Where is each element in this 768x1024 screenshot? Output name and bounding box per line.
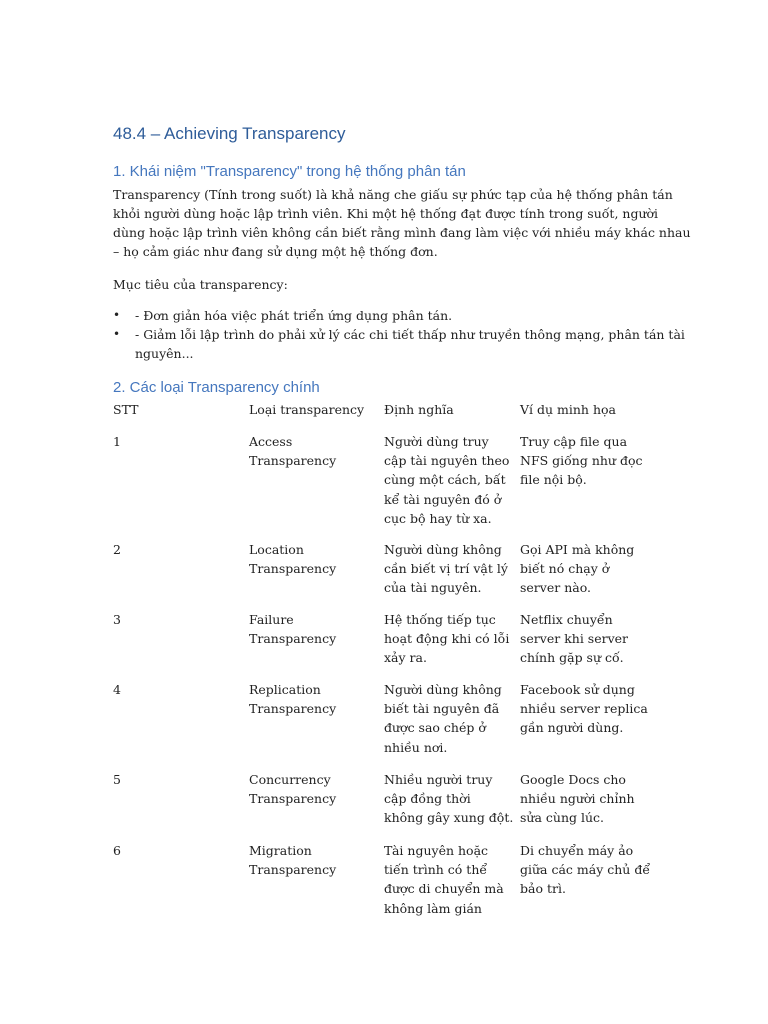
paragraph-line: Transparency (Tính trong suốt) là khả năng che giấu sự phức tạp của hệ thống phân tán (113, 187, 673, 202)
cell-example (520, 540, 634, 598)
goals-list (113, 306, 685, 363)
list-item-text: nguyên... (135, 346, 194, 361)
list-item (113, 325, 685, 363)
cell-type-line: Transparency (249, 701, 337, 717)
cell-example-line: Facebook sử dụng (520, 682, 635, 697)
cell-definition-line: nhiều nơi. (384, 739, 448, 755)
cell-definition-line: không làm gián (384, 900, 482, 916)
cell-example-line: server khi server (520, 631, 629, 647)
header-definition: Định nghĩa (384, 402, 454, 417)
cell-type-line: Migration (249, 843, 312, 858)
cell-definition-line: Người dùng không (384, 542, 502, 557)
cell-stt: 4 (113, 682, 121, 697)
list-item-text: - Đơn giản hóa việc phát triển ứng dụng phân tán. (135, 308, 453, 323)
paragraph-line: khỏi người dùng hoặc lập trình viên. Khi một hệ thống đạt được tính trong suốt, người (113, 206, 659, 221)
cell-definition (384, 770, 513, 828)
cell-example-line: bảo trì. (520, 881, 566, 897)
goals-intro (113, 275, 658, 294)
cell-type (249, 680, 336, 718)
cell-stt: 5 (113, 772, 121, 787)
cell-stt: 3 (113, 612, 121, 627)
header-type: Loại transparency (249, 402, 365, 417)
bullet-icon: • (113, 308, 121, 322)
cell-stt: 1 (113, 434, 121, 449)
cell-definition (384, 540, 508, 598)
cell-definition-line: của tài nguyên. (384, 580, 482, 596)
cell-definition-line: Hệ thống tiếp tục (384, 612, 496, 627)
cell-example-line: Google Docs cho (520, 772, 626, 787)
cell-type (249, 770, 336, 808)
cell-example-line: chính gặp sự cố. (520, 650, 624, 666)
cell-example-line: NFS giống như đọc (520, 453, 643, 469)
cell-definition-line: được sao chép ở (384, 720, 486, 736)
cell-example-line: nhiều người chỉnh (520, 791, 635, 807)
cell-definition (384, 841, 504, 918)
cell-stt: 6 (113, 843, 121, 858)
cell-example-line: giữa các máy chủ để (520, 862, 651, 878)
cell-example (520, 610, 628, 668)
cell-type-line: Replication (249, 682, 321, 697)
cell-definition-line: Tài nguyên hoặc (384, 843, 489, 858)
cell-definition-line: cùng một cách, bất (384, 472, 506, 488)
cell-definition-line: cập đồng thời (384, 791, 471, 807)
cell-example-line: Truy cập file qua (520, 434, 628, 449)
cell-type (249, 841, 336, 879)
bullet-icon: • (113, 327, 121, 341)
cell-example-line: nhiều server replica (520, 701, 648, 717)
list-item-text: - Giảm lỗi lập trình do phải xử lý các chi tiết thấp như truyền thông mạng, phân tán tài (135, 327, 685, 342)
section-2-heading: 2. Các loại Transparency chính (113, 379, 320, 396)
section-1-paragraph (113, 185, 691, 261)
cell-definition-line: cần biết vị trí vật lý (384, 561, 508, 577)
cell-type-line: Transparency (249, 561, 337, 577)
cell-example-line: gần người dùng. (520, 720, 624, 736)
cell-example-line: biết nó chạy ở (520, 561, 610, 577)
cell-type (249, 540, 336, 578)
cell-type (249, 432, 336, 470)
cell-definition-line: kể tài nguyên đó ở (384, 491, 502, 507)
paragraph-line: dùng hoặc lập trình viên không cần biết rằng mình đang làm việc với nhiều máy khác nhau (113, 225, 691, 240)
cell-example (520, 680, 648, 738)
cell-definition-line: biết tài nguyên đã (384, 701, 500, 717)
cell-definition-line: Nhiều người truy (384, 772, 493, 787)
cell-example-line: Netflix chuyển (520, 612, 613, 627)
cell-definition-line: được di chuyển mà (384, 881, 504, 897)
cell-definition-line: cập tài nguyên theo (384, 453, 510, 469)
cell-definition-line: không gây xung đột. (384, 810, 514, 826)
cell-example (520, 841, 650, 899)
cell-definition-line: Người dùng không (384, 682, 502, 697)
goals-intro-text: Mục tiêu của transparency: (113, 277, 288, 292)
cell-example (520, 770, 635, 828)
cell-example-line: sửa cùng lúc. (520, 810, 604, 826)
cell-type-line: Transparency (249, 791, 337, 807)
cell-definition-line: tiến trình có thể (384, 862, 488, 878)
section-1-heading: 1. Khái niệm "Transparency" trong hệ thống phân tán (113, 163, 466, 180)
header-stt: STT (113, 402, 139, 417)
cell-definition-line: cục bộ hay từ xa. (384, 510, 492, 526)
document-title: 48.4 – Achieving Transparency (113, 124, 346, 143)
cell-definition-line: xảy ra. (384, 650, 427, 666)
cell-definition (384, 680, 502, 757)
cell-definition-line: Người dùng truy (384, 434, 489, 449)
cell-example (520, 432, 642, 490)
cell-example-line: server nào. (520, 580, 591, 596)
paragraph-line: – họ cảm giác như đang sử dụng một hệ thống đơn. (113, 244, 438, 259)
header-example: Ví dụ minh họa (520, 402, 616, 417)
cell-example-line: Di chuyển máy ảo (520, 843, 634, 858)
cell-type-line: Access (249, 434, 293, 449)
cell-type-line: Transparency (249, 453, 337, 469)
list-item (113, 306, 658, 325)
cell-type-line: Transparency (249, 631, 337, 647)
cell-type-line: Failure (249, 612, 294, 627)
cell-type-line: Location (249, 542, 304, 557)
cell-type (249, 610, 336, 648)
cell-example-line: Gọi API mà không (520, 542, 635, 557)
cell-type-line: Transparency (249, 862, 337, 878)
cell-type-line: Concurrency (249, 772, 331, 787)
cell-definition (384, 432, 509, 528)
cell-stt: 2 (113, 542, 121, 557)
cell-definition (384, 610, 509, 668)
cell-example-line: file nội bộ. (520, 472, 587, 488)
cell-definition-line: hoạt động khi có lỗi (384, 631, 510, 647)
